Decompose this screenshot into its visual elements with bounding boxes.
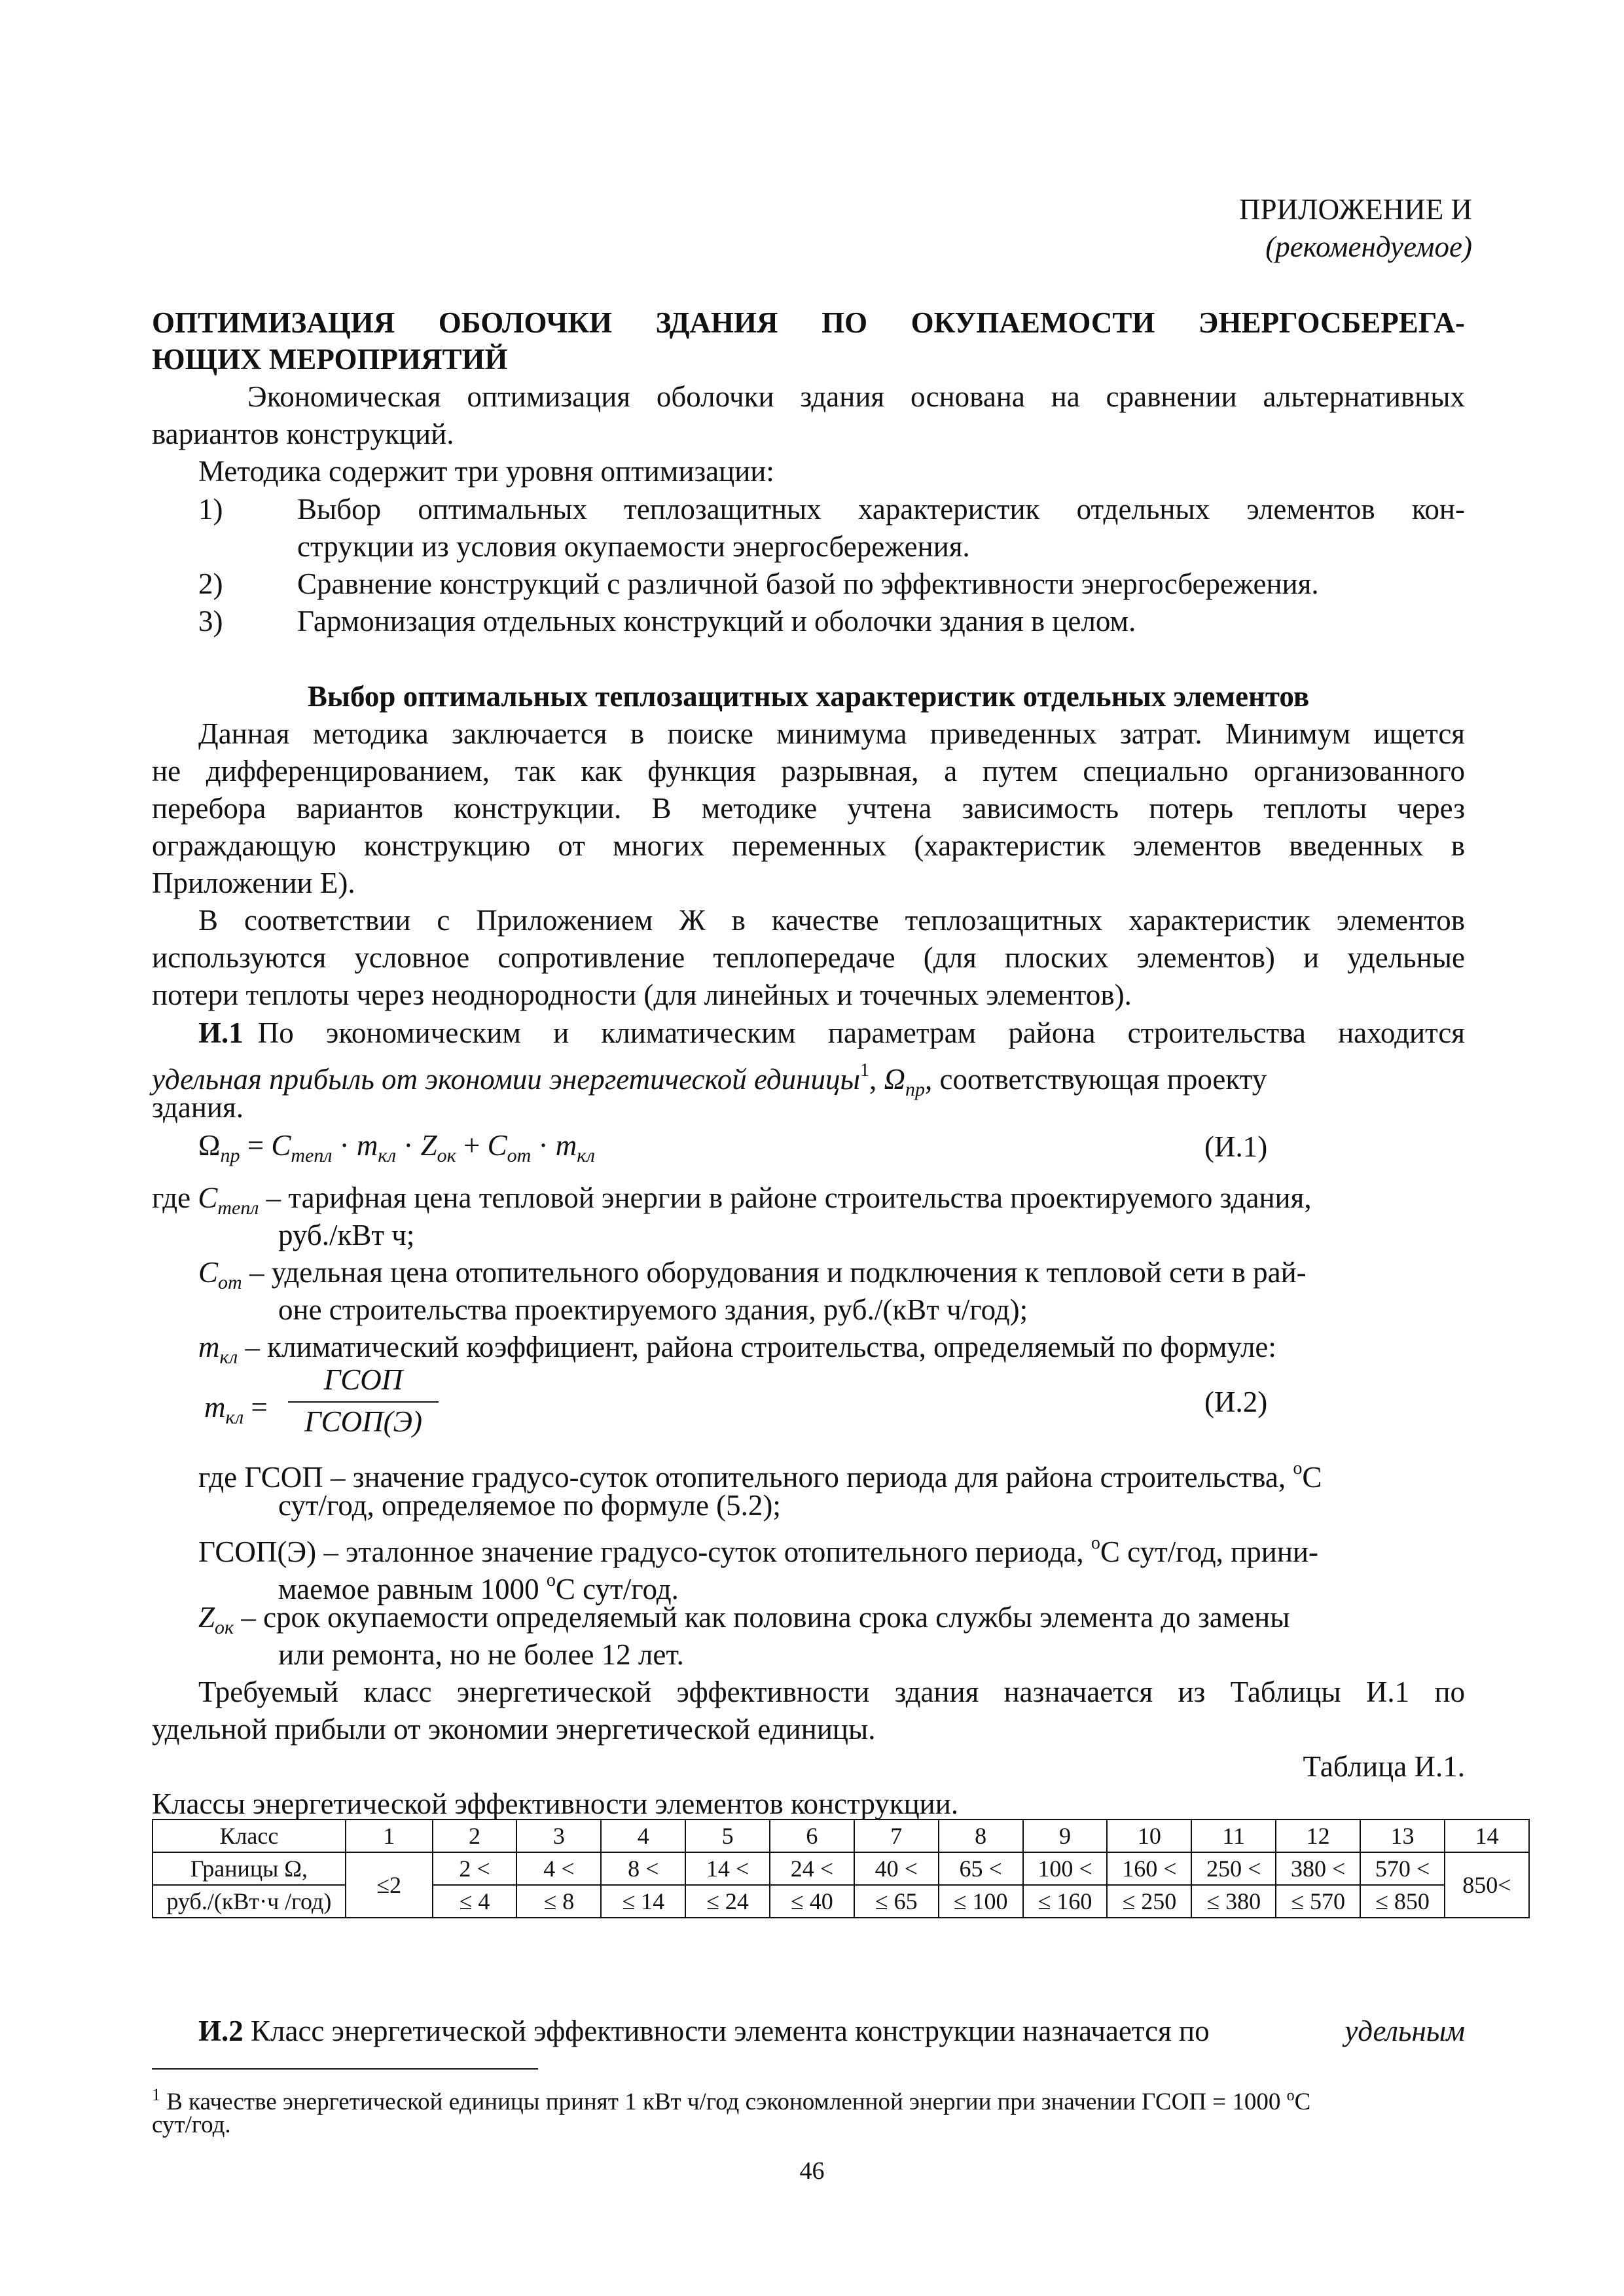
class-cell: 14 bbox=[1445, 1820, 1529, 1852]
page-number: 46 bbox=[799, 2157, 825, 2185]
class-cell: 8 bbox=[939, 1820, 1023, 1852]
bound-upper-cell: ≤ 4 bbox=[433, 1885, 517, 1918]
level-2-number: 2) bbox=[198, 567, 223, 600]
energy-class-table bbox=[152, 1819, 1530, 1918]
def-gsop-line1: где ГСОП – значение градусо-суток отопительного периода для района строительства, $^o$C bbox=[198, 1458, 1322, 1494]
def-gsope-line2: маемое равным 1000 $^o$C сут/год. bbox=[278, 1570, 679, 1605]
method-paragraph-line4: ограждающую конструкцию от многих переменных (характеристик элементов введенных в bbox=[152, 829, 1465, 862]
formula-i2-lhs: $m_{кл}$ = bbox=[204, 1391, 268, 1428]
formula-i1-number: (И.1) bbox=[1204, 1130, 1268, 1163]
def-c-ot-line1: $C_{от}$ – удельная цена отопительного оборудования и подключения к тепловой сети в рай- bbox=[198, 1256, 1307, 1293]
footnote-line2: сут/год. bbox=[152, 2111, 231, 2138]
clause-i2-line1: И.2 Класс энергетической эффективности элемента конструкции назначается по удельным bbox=[198, 2015, 1465, 2047]
appendix-note: (рекомендуемое) bbox=[1265, 230, 1472, 263]
footnote-line1: $^1$ В качестве энергетической единицы принят 1 кВт ч/год сэкономленной энергии при значении ГСОП = 1000 $^o$C bbox=[152, 2085, 1311, 2115]
table-caption: Классы энергетической эффективности элементов конструкции. bbox=[152, 1787, 959, 1820]
bound-lower-cell: 4 < bbox=[516, 1852, 601, 1885]
bound-upper-cell: ≤ 100 bbox=[939, 1885, 1023, 1918]
bound-upper-cell: ≤ 570 bbox=[1276, 1885, 1360, 1918]
def-z-ok-line2: или ремонта, но не более 12 лет. bbox=[278, 1638, 684, 1671]
bound-upper-cell: ≤ 380 bbox=[1191, 1885, 1276, 1918]
def-gsope-line1: ГСОП(Э) – эталонное значение градусо-суток отопительного периода, $^o$C сут/год, прини- bbox=[198, 1533, 1318, 1568]
row-label-line2: руб./(кВт·ч /год) bbox=[153, 1885, 346, 1918]
bound-lower-cell: 250 < bbox=[1191, 1852, 1276, 1885]
required-class-line1: Требуемый класс энергетической эффективности здания назначается из Таблицы И.1 по bbox=[198, 1676, 1465, 1708]
footnote-ref: 1 bbox=[859, 1060, 869, 1081]
characteristics-paragraph-line2: используются условное сопротивление теплопередаче (для плоских элементов) и удельные bbox=[152, 941, 1465, 974]
required-class-line2: удельной прибыли от экономии энергетической единицы. bbox=[152, 1713, 876, 1746]
intro-paragraph-line1: Экономическая оптимизация оболочки здания основана на сравнении альтернативных bbox=[247, 380, 1465, 413]
bound-upper-cell: ≤ 24 bbox=[685, 1885, 770, 1918]
level-3-number: 3) bbox=[198, 605, 223, 637]
intro-levels-lead: Методика содержит три уровня оптимизации: bbox=[198, 455, 774, 488]
level-1-text-line1: Выбор оптимальных теплозащитных характеристик отдельных элементов кон- bbox=[297, 493, 1465, 526]
bound-lower-cell: 160 < bbox=[1107, 1852, 1191, 1885]
class-cell: 7 bbox=[854, 1820, 939, 1852]
specific-profit-term: удельная прибыль от экономии энергетической единицы bbox=[152, 1063, 860, 1096]
class-cell: 9 bbox=[1023, 1820, 1108, 1852]
characteristics-paragraph-line1: В соответствии с Приложением Ж в качестве теплозащитных характеристик элементов bbox=[198, 904, 1465, 937]
def-c-ot-line2: оне строительства проектируемого здания, руб./(кВт ч/год); bbox=[278, 1293, 1028, 1326]
fraction-bar bbox=[288, 1401, 439, 1403]
bound-lower-cell: 570 < bbox=[1360, 1852, 1445, 1885]
bound-lower-cell: 24 < bbox=[770, 1852, 854, 1885]
class-cell: 2 bbox=[433, 1820, 517, 1852]
clause-i1-line2: удельная прибыль от экономии энергетической единицы$^1$, $\Omega_{пр}$, соответствующая проекту bbox=[152, 1060, 1267, 1100]
def-gsop-line2: сут/год, определяемое по формуле (5.2); bbox=[278, 1489, 781, 1522]
omega-symbol: Ω bbox=[884, 1063, 906, 1096]
bound-upper-cell: ≤ 250 bbox=[1107, 1885, 1191, 1918]
method-paragraph-line1: Данная методика заключается в поиске минимума приведенных затрат. Минимум ищется bbox=[198, 717, 1465, 750]
bound-lower-cell: 8 < bbox=[601, 1852, 685, 1885]
clause-i1-line1 bbox=[198, 1014, 1465, 1052]
class-cell: 3 bbox=[516, 1820, 601, 1852]
def-c-tepl-line1: где $C_{тепл}$ – тарифная цена тепловой энергии в районе строительства проектируемого здания, bbox=[152, 1181, 1312, 1219]
method-paragraph-line2: не дифференцированием, так как функция разрывная, а путем специально организованного bbox=[152, 755, 1465, 787]
def-m-kl: $m_{кл}$ – климатический коэффициент, района строительства, определяемый по формуле: bbox=[198, 1331, 1276, 1368]
bound-upper-cell: ≤ 850 bbox=[1360, 1885, 1445, 1918]
bound-upper-cell: ≤ 8 bbox=[516, 1885, 601, 1918]
bound-upper-cell: ≤ 160 bbox=[1023, 1885, 1108, 1918]
table-bounds-row-lower bbox=[153, 1852, 1529, 1885]
level-2-text: Сравнение конструкций с различной базой по эффективности энергосбережения. bbox=[297, 567, 1319, 600]
class-cell: 12 bbox=[1276, 1820, 1360, 1852]
method-paragraph-line3: перебора вариантов конструкции. В методике учтена зависимость потерь теплоты через bbox=[152, 792, 1465, 825]
clause-i1-text: По экономическим и климатическим параметрам района строительства находится bbox=[257, 1016, 1465, 1049]
intro-paragraph-line2: вариантов конструкций. bbox=[152, 418, 454, 450]
clause-i1-line3: здания. bbox=[152, 1091, 244, 1124]
formula-i1: $\Omega_{пр} = C_{тепл} \cdot m_{кл} \cdot Z_{ок} + C_{от} \cdot m_{кл}$ bbox=[198, 1129, 596, 1166]
bound-lower-cell: 2 < bbox=[433, 1852, 517, 1885]
table-header-row bbox=[153, 1820, 1529, 1852]
footnote-separator bbox=[152, 2068, 538, 2070]
def-z-ok-line1: $Z_{ок}$ – срок окупаемости определяемый как половина срока службы элемента до замены bbox=[198, 1601, 1290, 1638]
bound-lower-cell: 14 < bbox=[685, 1852, 770, 1885]
formula-i2-number: (И.2) bbox=[1204, 1386, 1268, 1418]
bound-cell-last: 850< bbox=[1445, 1852, 1529, 1918]
def-c-tepl-line2: руб./кВт ч; bbox=[278, 1219, 415, 1251]
bound-upper-cell: ≤ 65 bbox=[854, 1885, 939, 1918]
class-cell: 13 bbox=[1360, 1820, 1445, 1852]
bound-upper-cell: ≤ 14 bbox=[601, 1885, 685, 1918]
header-cell-class: Класс bbox=[153, 1820, 346, 1852]
table-number: Таблица И.1. bbox=[1303, 1750, 1465, 1783]
page-title-line1: ОПТИМИЗАЦИЯ ОБОЛОЧКИ ЗДАНИЯ ПО ОКУПАЕМОСТИ ЭНЕРГОСБЕРЕГА- bbox=[152, 306, 1465, 339]
class-cell: 6 bbox=[770, 1820, 854, 1852]
bound-lower-cell: 65 < bbox=[939, 1852, 1023, 1885]
level-1-number: 1) bbox=[198, 493, 223, 526]
formula-i2-numerator: ГСОП bbox=[323, 1363, 403, 1396]
bound-lower-cell: 100 < bbox=[1023, 1852, 1108, 1885]
bound-upper-cell: ≤ 40 bbox=[770, 1885, 854, 1918]
bound-lower-cell: 380 < bbox=[1276, 1852, 1360, 1885]
characteristics-paragraph-line3: потери теплоты через неоднородности (для линейных и точечных элементов). bbox=[152, 978, 1132, 1011]
appendix-label: ПРИЛОЖЕНИЕ И bbox=[1239, 193, 1472, 226]
page-title-line2: ЮЩИХ МЕРОПРИЯТИЙ bbox=[152, 343, 508, 376]
class-cell: 11 bbox=[1191, 1820, 1276, 1852]
class-cell: 4 bbox=[601, 1820, 685, 1852]
clause-i1-number: И.1 bbox=[198, 1016, 244, 1049]
level-1-text-line2: струкции из условия окупаемости энергосбережения. bbox=[297, 530, 970, 563]
class-cell: 1 bbox=[346, 1820, 433, 1852]
bound-lower-cell: 40 < bbox=[854, 1852, 939, 1885]
row-label-line1: Границы Ω, bbox=[153, 1852, 346, 1885]
clause-i2-number: И.2 bbox=[198, 2015, 244, 2047]
class-cell: 5 bbox=[685, 1820, 770, 1852]
bound-cell-first: ≤2 bbox=[346, 1852, 433, 1918]
formula-i2-denominator: ГСОП(Э) bbox=[304, 1405, 423, 1438]
section-heading: Выбор оптимальных теплозащитных характеристик отдельных элементов bbox=[307, 680, 1310, 713]
method-paragraph-line5: Приложении Е). bbox=[152, 867, 355, 899]
level-3-text: Гармонизация отдельных конструкций и оболочки здания в целом. bbox=[297, 605, 1136, 637]
class-cell: 10 bbox=[1107, 1820, 1191, 1852]
